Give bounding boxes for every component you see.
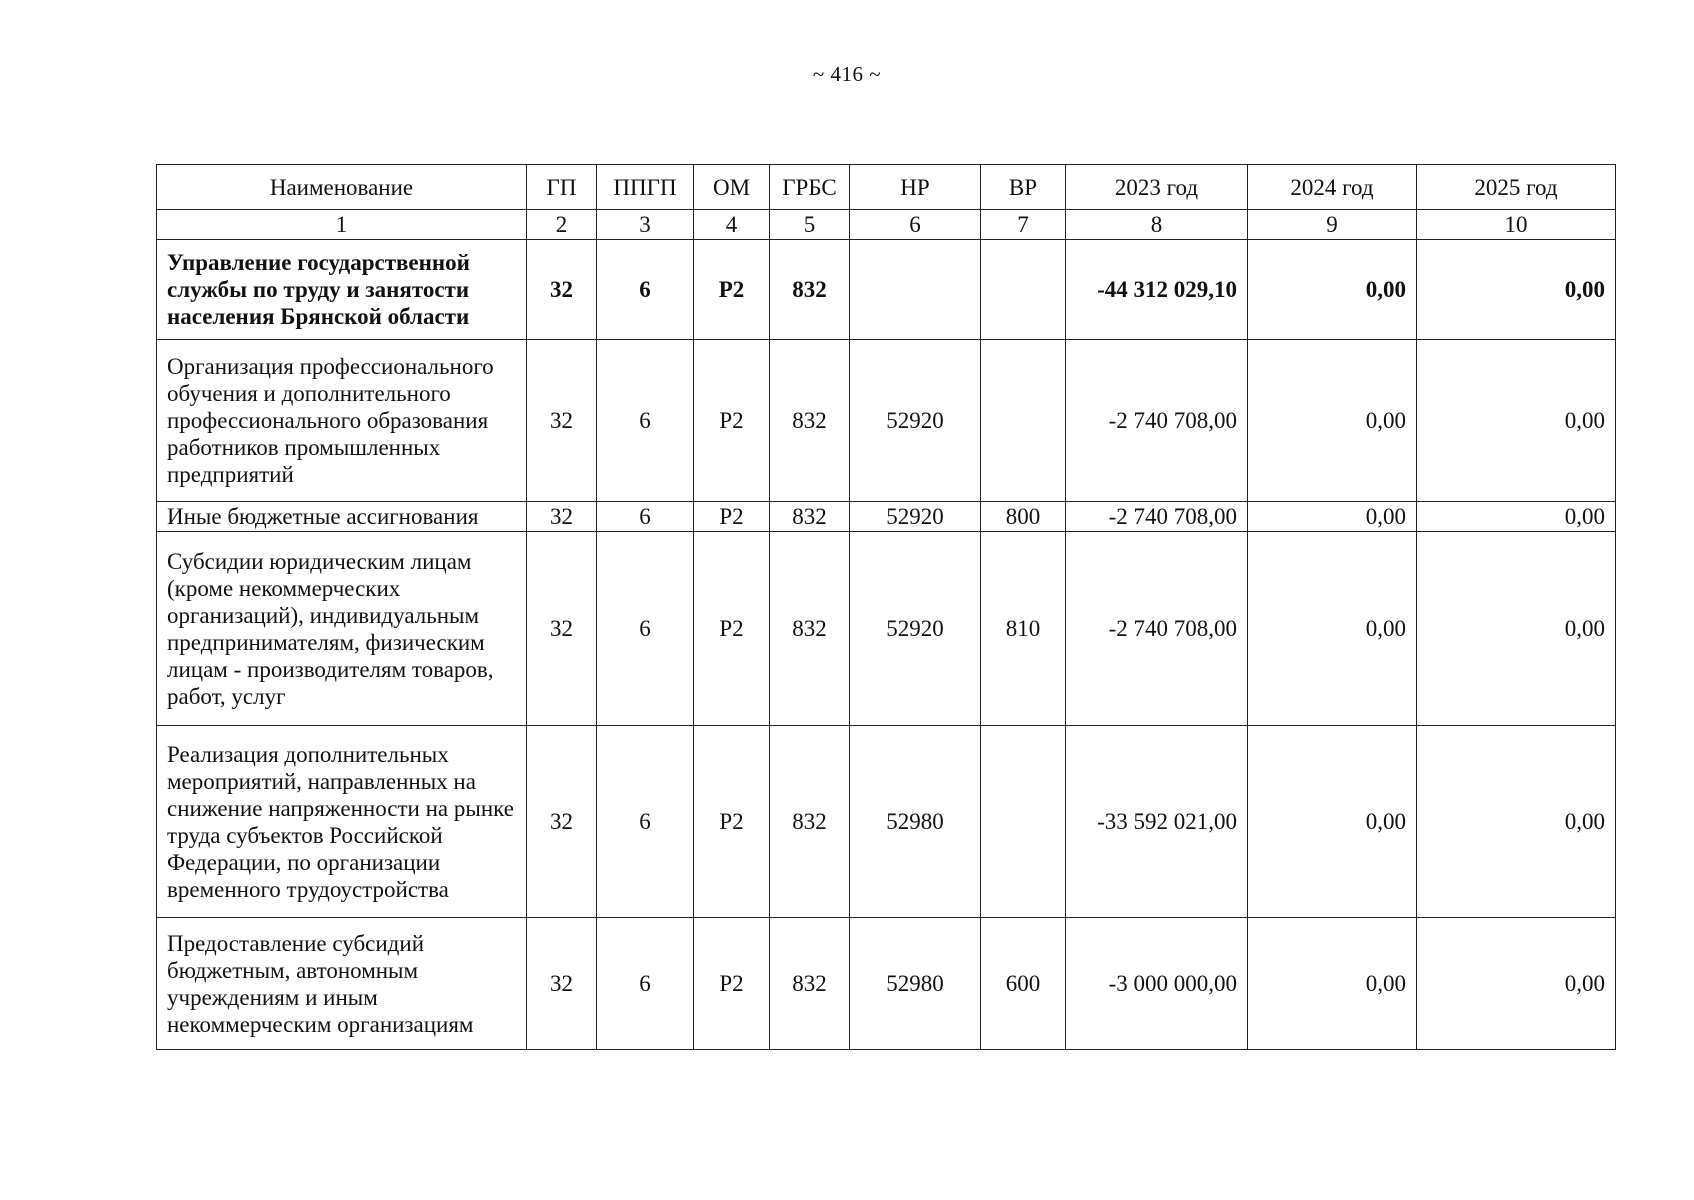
header-gp: ГП bbox=[527, 165, 597, 210]
row-gp: 32 bbox=[527, 726, 597, 918]
column-number: 9 bbox=[1248, 210, 1417, 240]
page-number: ~ 416 ~ bbox=[812, 62, 882, 86]
row-gp: 32 bbox=[527, 240, 597, 340]
row-nr bbox=[850, 240, 981, 340]
row-ppgp: 6 bbox=[597, 502, 694, 532]
row-grbs: 832 bbox=[770, 532, 850, 726]
column-number: 7 bbox=[981, 210, 1066, 240]
row-2024: 0,00 bbox=[1248, 240, 1417, 340]
row-2025: 0,00 bbox=[1417, 240, 1616, 340]
header-ppgp: ППГП bbox=[597, 165, 694, 210]
row-om: Р2 bbox=[694, 502, 770, 532]
row-2023: -2 740 708,00 bbox=[1066, 502, 1248, 532]
row-2023: -44 312 029,10 bbox=[1066, 240, 1248, 340]
table-row bbox=[157, 918, 1616, 1050]
table-row bbox=[157, 532, 1616, 726]
header-vr: ВР bbox=[981, 165, 1066, 210]
row-2023: -3 000 000,00 bbox=[1066, 918, 1248, 1050]
row-name: Реализация дополнительных мероприятий, направленных на снижение напряженности на рынке труда субъектов Российской Федерации, по организации временного трудоустройства bbox=[157, 726, 527, 918]
row-name: Управление государственной службы по труду и занятости населения Брянской области bbox=[157, 240, 527, 340]
row-nr: 52980 bbox=[850, 918, 981, 1050]
row-2024: 0,00 bbox=[1248, 726, 1417, 918]
row-om: Р2 bbox=[694, 340, 770, 502]
column-number: 1 bbox=[157, 210, 527, 240]
row-om: Р2 bbox=[694, 532, 770, 726]
column-number: 3 bbox=[597, 210, 694, 240]
column-number: 10 bbox=[1417, 210, 1616, 240]
row-ppgp: 6 bbox=[597, 240, 694, 340]
row-2025: 0,00 bbox=[1417, 726, 1616, 918]
row-name: Иные бюджетные ассигнования bbox=[157, 502, 527, 532]
row-gp: 32 bbox=[527, 532, 597, 726]
row-vr bbox=[981, 726, 1066, 918]
row-om: Р2 bbox=[694, 726, 770, 918]
row-vr: 600 bbox=[981, 918, 1066, 1050]
column-number: 4 bbox=[694, 210, 770, 240]
header-2023: 2023 год bbox=[1066, 165, 1248, 210]
column-number-row bbox=[157, 210, 1616, 240]
header-2024: 2024 год bbox=[1248, 165, 1417, 210]
table-row bbox=[157, 340, 1616, 502]
row-om: Р2 bbox=[694, 918, 770, 1050]
column-number: 8 bbox=[1066, 210, 1248, 240]
row-2025: 0,00 bbox=[1417, 502, 1616, 532]
table-row bbox=[157, 502, 1616, 532]
row-vr bbox=[981, 340, 1066, 502]
row-gp: 32 bbox=[527, 918, 597, 1050]
row-grbs: 832 bbox=[770, 340, 850, 502]
row-2023: -2 740 708,00 bbox=[1066, 532, 1248, 726]
budget-table bbox=[156, 164, 1616, 1050]
row-grbs: 832 bbox=[770, 726, 850, 918]
table-header-row bbox=[157, 165, 1616, 210]
row-nr: 52920 bbox=[850, 340, 981, 502]
row-2024: 0,00 bbox=[1248, 532, 1417, 726]
row-grbs: 832 bbox=[770, 240, 850, 340]
header-nr: НР bbox=[850, 165, 981, 210]
row-2024: 0,00 bbox=[1248, 918, 1417, 1050]
row-2025: 0,00 bbox=[1417, 918, 1616, 1050]
row-vr: 800 bbox=[981, 502, 1066, 532]
row-gp: 32 bbox=[527, 340, 597, 502]
column-number: 6 bbox=[850, 210, 981, 240]
row-name: Предоставление субсидий бюджетным, автономным учреждениям и иным некоммерческим организациям bbox=[157, 918, 527, 1050]
row-2024: 0,00 bbox=[1248, 340, 1417, 502]
row-ppgp: 6 bbox=[597, 532, 694, 726]
header-grbs: ГРБС bbox=[770, 165, 850, 210]
row-name: Организация профессионального обучения и дополнительного профессионального образования работников промышленных предприятий bbox=[157, 340, 527, 502]
row-2025: 0,00 bbox=[1417, 532, 1616, 726]
table-row bbox=[157, 726, 1616, 918]
row-nr: 52980 bbox=[850, 726, 981, 918]
row-grbs: 832 bbox=[770, 502, 850, 532]
row-nr: 52920 bbox=[850, 532, 981, 726]
row-2023: -33 592 021,00 bbox=[1066, 726, 1248, 918]
row-2023: -2 740 708,00 bbox=[1066, 340, 1248, 502]
header-name: Наименование bbox=[157, 165, 527, 210]
table-row bbox=[157, 240, 1616, 340]
row-ppgp: 6 bbox=[597, 726, 694, 918]
row-2025: 0,00 bbox=[1417, 340, 1616, 502]
row-vr bbox=[981, 240, 1066, 340]
row-om: Р2 bbox=[694, 240, 770, 340]
row-ppgp: 6 bbox=[597, 918, 694, 1050]
header-2025: 2025 год bbox=[1417, 165, 1616, 210]
row-name: Субсидии юридическим лицам (кроме некоммерческих организаций), индивидуальным предпринимателям, физическим лицам - производителям товаров, работ, услуг bbox=[157, 532, 527, 726]
header-om: ОМ bbox=[694, 165, 770, 210]
column-number: 2 bbox=[527, 210, 597, 240]
row-grbs: 832 bbox=[770, 918, 850, 1050]
column-number: 5 bbox=[770, 210, 850, 240]
row-nr: 52920 bbox=[850, 502, 981, 532]
row-ppgp: 6 bbox=[597, 340, 694, 502]
row-gp: 32 bbox=[527, 502, 597, 532]
row-2024: 0,00 bbox=[1248, 502, 1417, 532]
row-vr: 810 bbox=[981, 532, 1066, 726]
